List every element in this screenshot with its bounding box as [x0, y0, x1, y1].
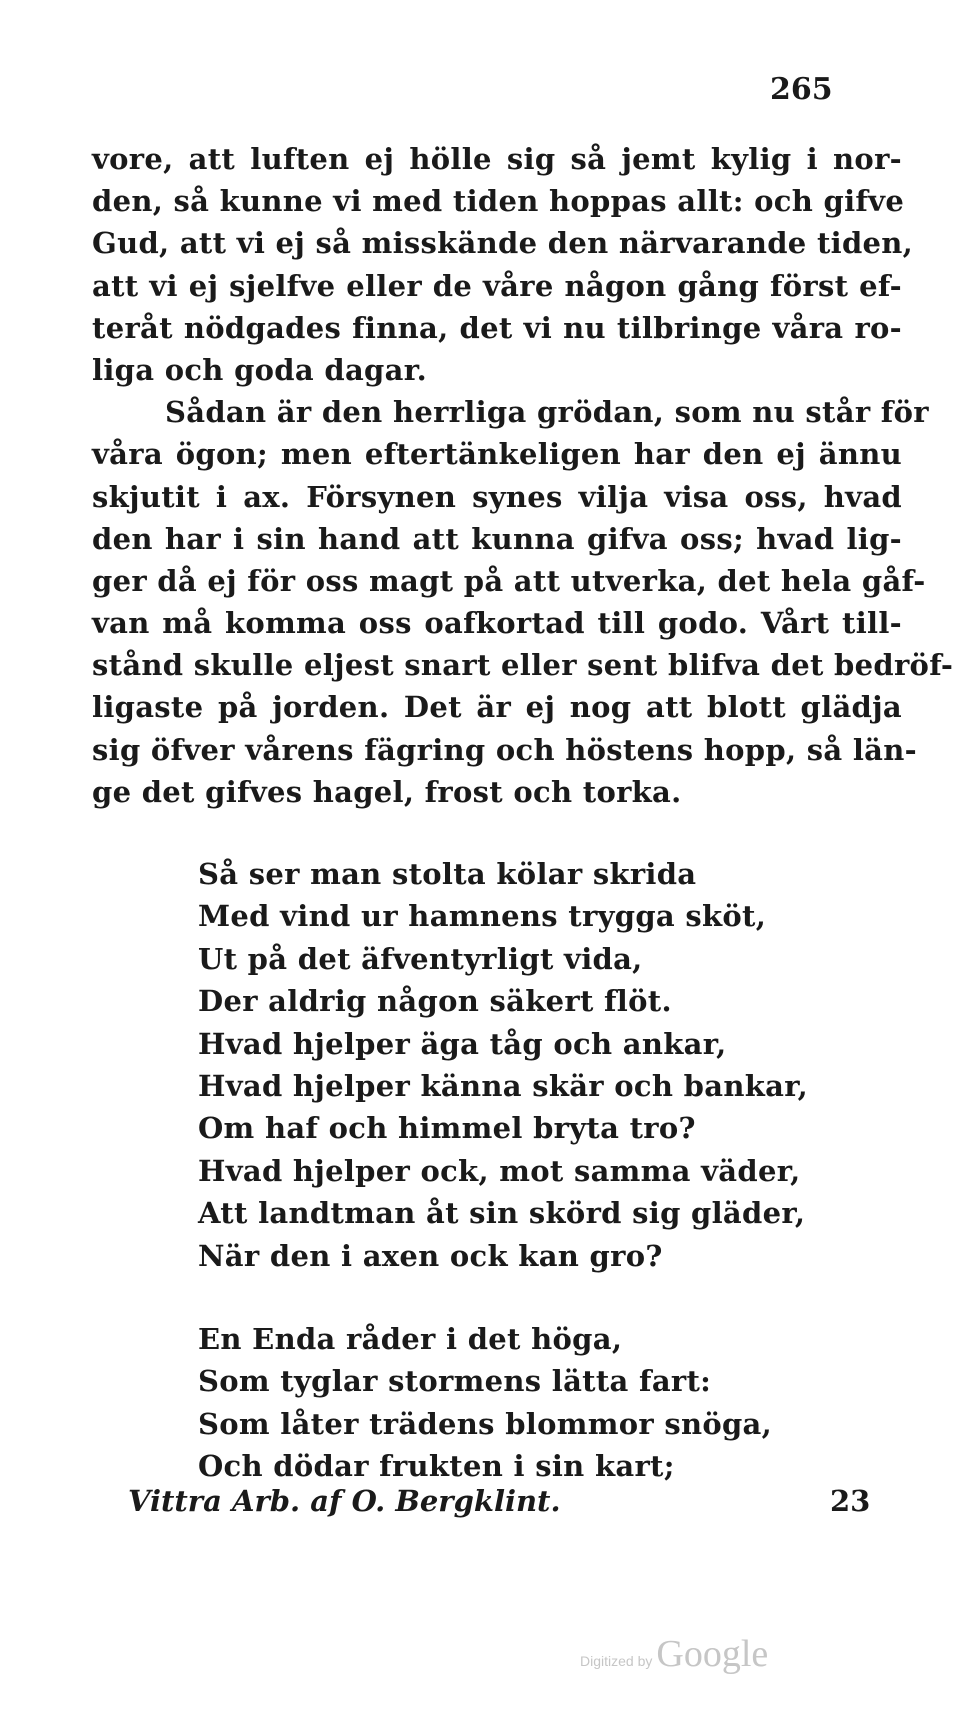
google-logo: Google [656, 1633, 769, 1675]
prose-line: sig öfver vårens fägring och höstens hopp, så län- [92, 732, 917, 767]
verse-line: Som tyglar stormens lätta fart: [198, 1364, 712, 1399]
prose-line: stånd skulle eljest snart eller sent blifva det bedröf- [92, 648, 954, 683]
verse-line: Så ser man stolta kölar skrida [198, 857, 697, 891]
prose-block [92, 138, 954, 813]
verse-line: Om haf och himmel bryta tro? [198, 1111, 696, 1146]
prose-line: skjutit i ax. Försynen synes vilja visa oss, hvad [92, 479, 902, 514]
prose-line: ligaste på jorden. Det är ej nog att blott glädja [92, 690, 902, 725]
page-number: 265 [770, 72, 833, 107]
prose-line: ge det gifves hagel, frost och torka. [92, 774, 682, 809]
prose-line: den, så kunne vi med tiden hoppas allt: och gifve [92, 184, 905, 219]
prose-line: ger då ej för oss magt på att utverka, det hela gåf- [92, 563, 926, 598]
verse-line: Som låter trädens blommor snöga, [198, 1406, 773, 1441]
verse-line: Ut på det äfventyrligt vida, [198, 941, 643, 976]
verse-line: När den i axen ock kan gro? [198, 1238, 663, 1273]
prose-line: Gud, att vi ej så misskände den närvarande tiden, [92, 226, 914, 261]
prose-line: att vi ej sjelfve eller de våre någon gång först ef- [92, 268, 902, 303]
prose-line: Sådan är den herrliga grödan, som nu står för [165, 395, 929, 430]
verse-line: En Enda råder i det höga, [198, 1322, 623, 1356]
prose-line: teråt nödgades finna, det vi nu tilbringe våra ro- [92, 310, 902, 345]
verse-line: Med vind ur hamnens trygga sköt, [198, 899, 767, 934]
verse-stanza-1 [198, 853, 838, 1277]
digitized-watermark [580, 1632, 768, 1676]
verse-line: Der aldrig någon säkert flöt. [198, 984, 672, 1019]
verse-line: Hvad hjelper ock, mot samma väder, [198, 1153, 801, 1188]
verse-stanza-2 [198, 1318, 838, 1488]
prose-line: vore, att luften ej hölle sig så jemt kylig i nor- [92, 142, 902, 176]
sheet-number: 23 [830, 1484, 871, 1518]
verse-line: Hvad hjelper äga tåg och ankar, [198, 1026, 727, 1061]
verse-line: Och dödar frukten i sin kart; [198, 1449, 675, 1484]
prose-line: våra ögon; men eftertänkeligen har den ej ännu [92, 437, 902, 472]
prose-line: den har i sin hand att kunna gifva oss; hvad lig- [92, 521, 902, 556]
verse-line: Hvad hjelper känna skär och bankar, [198, 1068, 809, 1103]
verse-line: Att landtman åt sin skörd sig gläder, [198, 1196, 806, 1231]
footer-signature: Vittra Arb. af O. Bergklint. [128, 1484, 561, 1518]
watermark-prefix: Digitized by [580, 1653, 653, 1669]
prose-line: van må komma oss oafkortad till godo. Vårt till- [92, 606, 902, 641]
prose-line: liga och goda dagar. [92, 352, 428, 387]
